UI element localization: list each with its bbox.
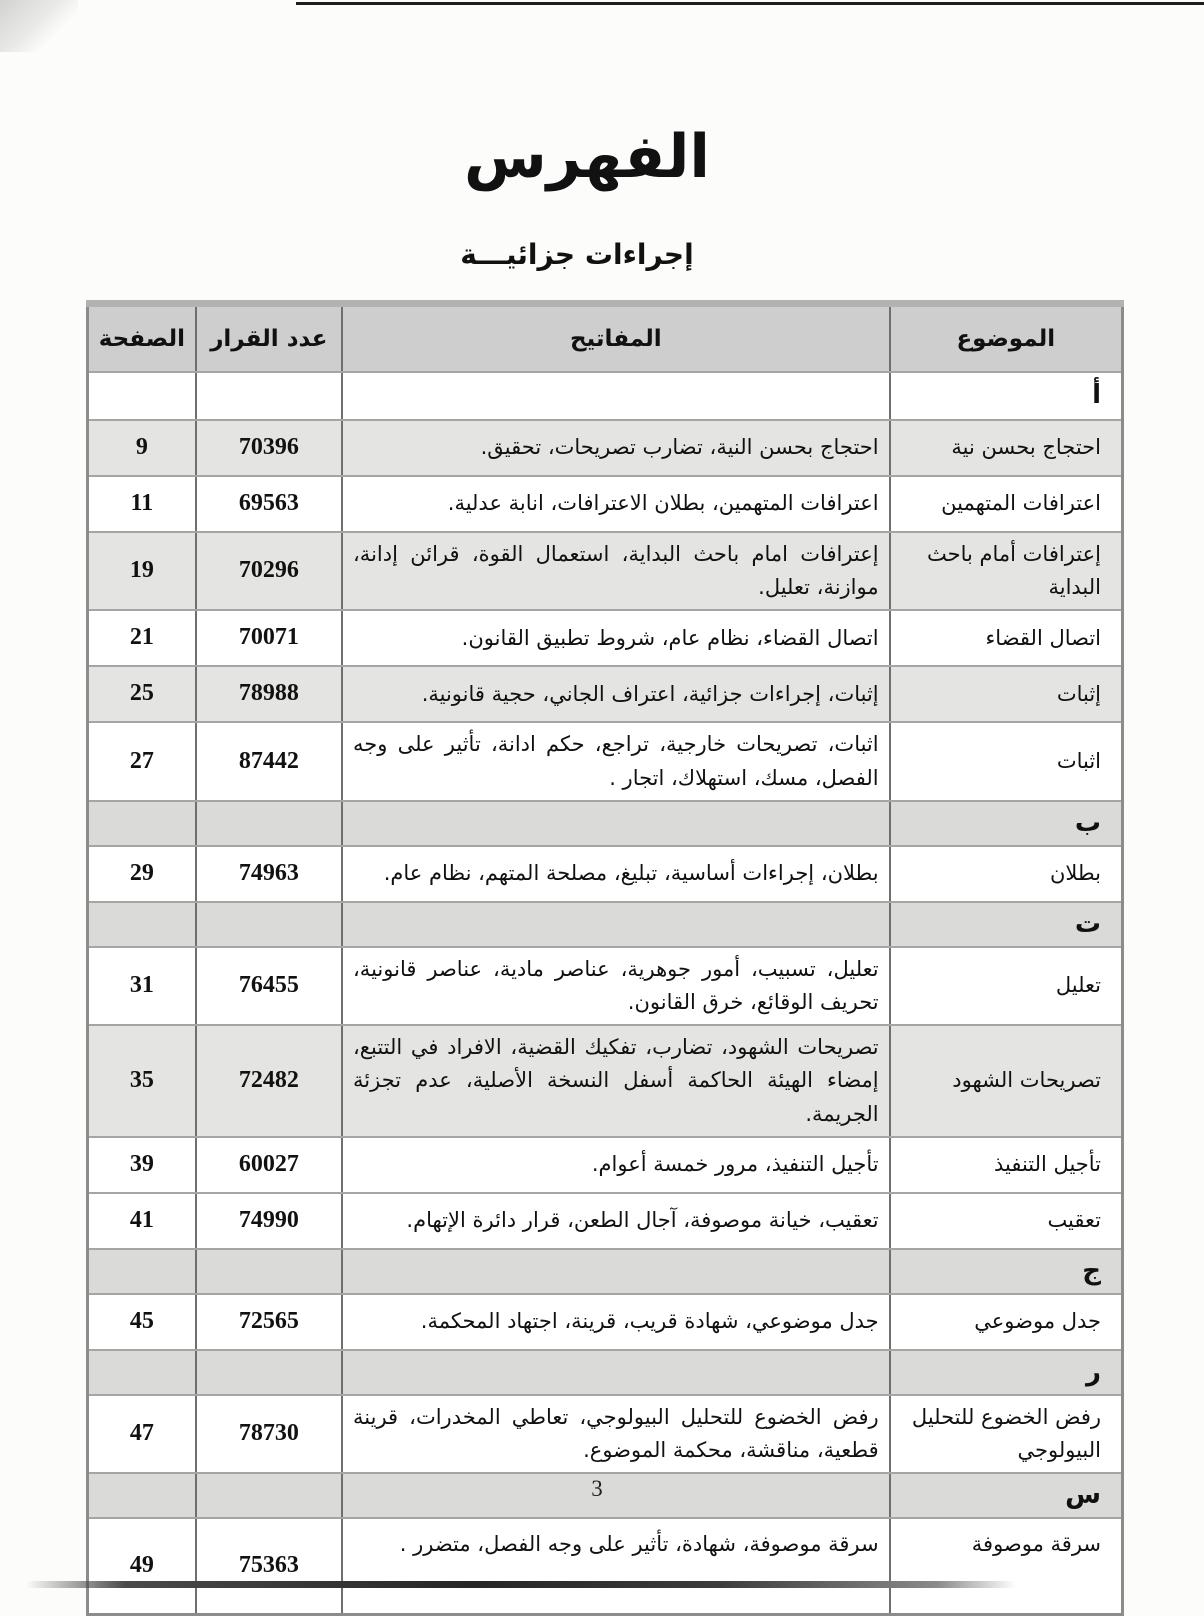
- table-row: [88, 1193, 1123, 1249]
- cell-page: [88, 372, 196, 420]
- cell-page: [88, 902, 196, 947]
- cell-page: 11: [88, 476, 196, 532]
- table-row: [88, 666, 1123, 722]
- cell-page: 21: [88, 610, 196, 666]
- cell-keys: [342, 902, 890, 947]
- table-row: [88, 1395, 1123, 1473]
- cell-page: [88, 1249, 196, 1294]
- letter-row: [88, 372, 1123, 420]
- table-row: [88, 532, 1123, 610]
- table-row: [88, 610, 1123, 666]
- cell-keys: [342, 1249, 890, 1294]
- cell-keys: [342, 801, 890, 846]
- letter-row: [88, 1350, 1123, 1395]
- cell-topic: اتصال القضاء: [890, 610, 1123, 666]
- scan-artifact-corner: [0, 0, 78, 52]
- cell-page: 9: [88, 420, 196, 476]
- cell-page: 31: [88, 947, 196, 1025]
- cell-decision: 78988: [196, 666, 342, 722]
- cell-topic: تصريحات الشهود: [890, 1025, 1123, 1137]
- cell-topic: تعقيب: [890, 1193, 1123, 1249]
- cell-decision: 70071: [196, 610, 342, 666]
- cell-keys: [342, 1350, 890, 1395]
- cell-topic: ب: [890, 801, 1123, 846]
- cell-page: 19: [88, 532, 196, 610]
- table-row: [88, 1137, 1123, 1193]
- scan-artifact-bottom-bar: [26, 1581, 1016, 1588]
- table-row: [88, 846, 1123, 902]
- cell-keys: تصريحات الشهود، تضارب، تفكيك القضية، الافراد في التتبع، إمضاء الهيئة الحاكمة أسفل النسخة الأصلية، عدم تجزئة الجريمة.: [342, 1025, 890, 1137]
- table-row: [88, 476, 1123, 532]
- letter-row: [88, 1249, 1123, 1294]
- letter-row: [88, 902, 1123, 947]
- table-row: [88, 1025, 1123, 1137]
- scan-artifact-top-line: [296, 2, 1204, 5]
- cell-topic: إثبات: [890, 666, 1123, 722]
- cell-keys: اعترافات المتهمين، بطلان الاعترافات، انابة عدلية.: [342, 476, 890, 532]
- cell-decision: 72482: [196, 1025, 342, 1137]
- cell-page: 27: [88, 722, 196, 800]
- toc-table-body: [88, 372, 1123, 1615]
- cell-page: [88, 801, 196, 846]
- cell-topic: جدل موضوعي: [890, 1294, 1123, 1350]
- cell-topic: اثبات: [890, 722, 1123, 800]
- cell-page: 49: [88, 1518, 196, 1615]
- cell-decision: [196, 1350, 342, 1395]
- column-header-topic: الموضوع: [890, 304, 1123, 373]
- cell-decision: [196, 902, 342, 947]
- cell-decision: [196, 1249, 342, 1294]
- cell-decision: 69563: [196, 476, 342, 532]
- cell-topic: أ: [890, 372, 1123, 420]
- cell-keys: اثبات، تصريحات خارجية، تراجع، حكم ادانة، تأثير على وجه الفصل، مسك، استهلاك، اتجار .: [342, 722, 890, 800]
- cell-keys: رفض الخضوع للتحليل البيولوجي، تعاطي المخدرات، قرينة قطعية، مناقشة، محكمة الموضوع.: [342, 1395, 890, 1473]
- cell-keys: اتصال القضاء، نظام عام، شروط تطبيق القانون.: [342, 610, 890, 666]
- cell-decision: 76455: [196, 947, 342, 1025]
- cell-decision: 70296: [196, 532, 342, 610]
- table-row: [88, 947, 1123, 1025]
- cell-page: [88, 1350, 196, 1395]
- page-title: الفهرس: [463, 122, 710, 192]
- table-row: [88, 722, 1123, 800]
- cell-decision: 72565: [196, 1294, 342, 1350]
- cell-keys: إثبات، إجراءات جزائية، اعتراف الجاني، حجية قانونية.: [342, 666, 890, 722]
- cell-keys: احتجاج بحسن النية، تضارب تصريحات، تحقيق.: [342, 420, 890, 476]
- cell-decision: 70396: [196, 420, 342, 476]
- cell-topic: سرقة موصوفة: [890, 1518, 1123, 1615]
- column-header-decision: عدد القرار: [196, 304, 342, 373]
- cell-topic: ج: [890, 1249, 1123, 1294]
- cell-topic: رفض الخضوع للتحليل البيولوجي: [890, 1395, 1123, 1473]
- cell-topic: اعترافات المتهمين: [890, 476, 1123, 532]
- table-header-row: [88, 304, 1123, 373]
- cell-keys: تعليل، تسبيب، أمور جوهرية، عناصر مادية، عناصر قانونية، تحريف الوقائع، خرق القانون.: [342, 947, 890, 1025]
- cell-decision: [196, 372, 342, 420]
- cell-keys: إعترافات امام باحث البداية، استعمال القوة، قرائن إدانة، موازنة، تعليل.: [342, 532, 890, 610]
- table-row: [88, 1294, 1123, 1350]
- cell-page: 41: [88, 1193, 196, 1249]
- cell-topic: بطلان: [890, 846, 1123, 902]
- cell-topic: احتجاج بحسن نية: [890, 420, 1123, 476]
- cell-keys: تعقيب، خيانة موصوفة، آجال الطعن، قرار دائرة الإتهام.: [342, 1193, 890, 1249]
- cell-page: 45: [88, 1294, 196, 1350]
- cell-topic: ر: [890, 1350, 1123, 1395]
- toc-table: [86, 300, 1124, 1616]
- cell-topic: ت: [890, 902, 1123, 947]
- cell-page: 29: [88, 846, 196, 902]
- cell-decision: 75363: [196, 1518, 342, 1615]
- cell-page: 25: [88, 666, 196, 722]
- cell-topic: تعليل: [890, 947, 1123, 1025]
- cell-keys: تأجيل التنفيذ، مرور خمسة أعوام.: [342, 1137, 890, 1193]
- cell-keys: [342, 372, 890, 420]
- cell-decision: 78730: [196, 1395, 342, 1473]
- letter-row: [88, 801, 1123, 846]
- column-header-keys: المفاتيح: [342, 304, 890, 373]
- cell-topic: إعترافات أمام باحث البداية: [890, 532, 1123, 610]
- section-subtitle: إجراءات جزائيـــة: [460, 238, 694, 271]
- page-number: 3: [591, 1476, 603, 1501]
- cell-keys: بطلان، إجراءات أساسية، تبليغ، مصلحة المتهم، نظام عام.: [342, 846, 890, 902]
- cell-decision: 74990: [196, 1193, 342, 1249]
- toc-table-head: [88, 304, 1123, 373]
- cell-topic: تأجيل التنفيذ: [890, 1137, 1123, 1193]
- table-row: [88, 1518, 1123, 1615]
- cell-page: 35: [88, 1025, 196, 1137]
- cell-page: 39: [88, 1137, 196, 1193]
- cell-decision: 60027: [196, 1137, 342, 1193]
- table-row: [88, 420, 1123, 476]
- cell-decision: 87442: [196, 722, 342, 800]
- cell-decision: [196, 801, 342, 846]
- cell-page: 47: [88, 1395, 196, 1473]
- cell-topic: س: [890, 1473, 1123, 1518]
- column-header-page: الصفحة: [88, 304, 196, 373]
- cell-keys: جدل موضوعي، شهادة قريب، قرينة، اجتهاد المحكمة.: [342, 1294, 890, 1350]
- cell-decision: 74963: [196, 846, 342, 902]
- cell-keys: سرقة موصوفة، شهادة، تأثير على وجه الفصل، متضرر .: [342, 1518, 890, 1615]
